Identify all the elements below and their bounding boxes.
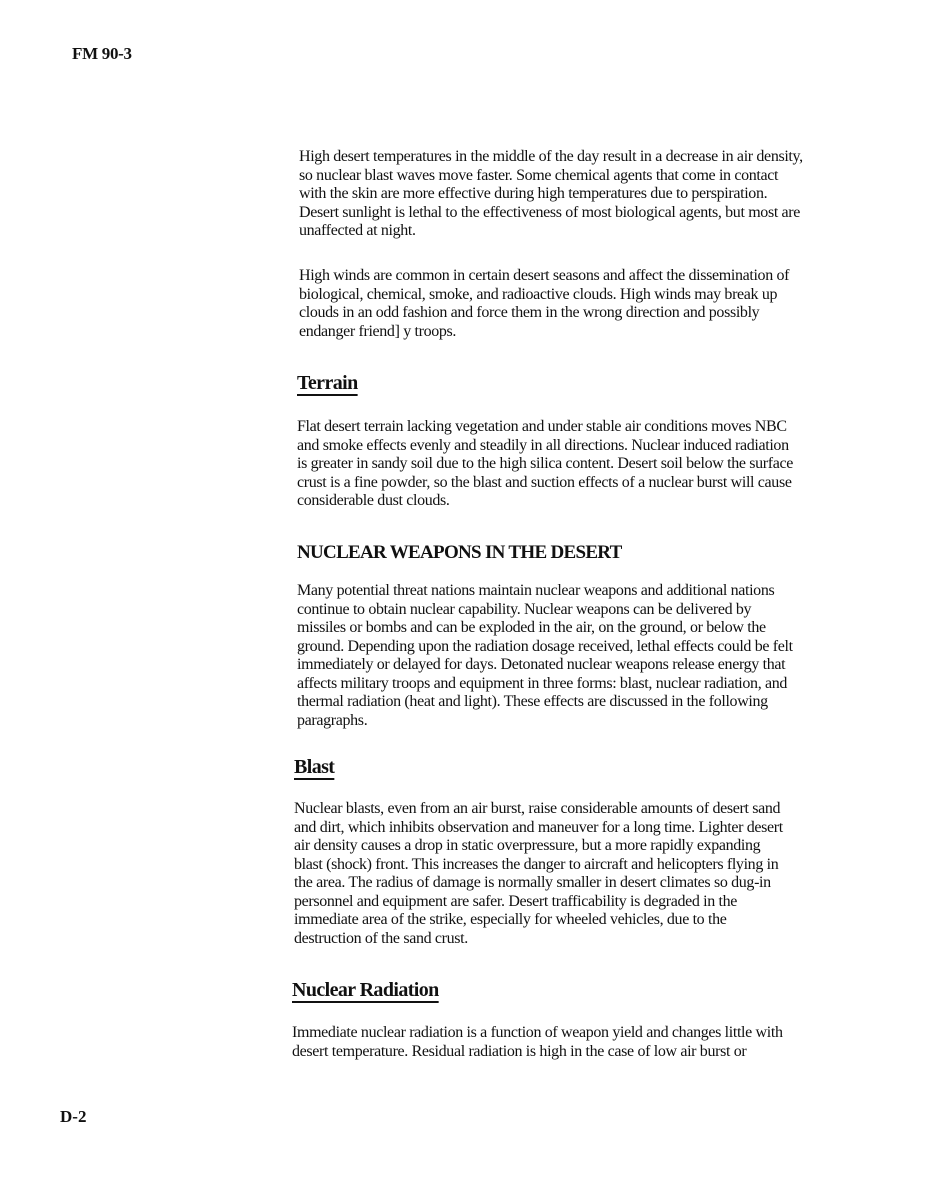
document-id: FM 90-3	[72, 44, 132, 63]
paragraph-nuclear-radiation: Immediate nuclear radiation is a function of weapon yield and changes little with desert temperature. Residual radiation is high in the case of low air burst or	[292, 1024, 783, 1060]
heading-nuclear-weapons: NUCLEAR WEAPONS IN THE DESERT	[297, 542, 622, 563]
heading-blast: Blast	[294, 756, 335, 778]
paragraph-nuclear-weapons: Many potential threat nations maintain nuclear weapons and additional nations continue to obtain nuclear capability. Nuclear weapons can be delivered by missiles or bombs and can be exploded in the air, on the ground, or below the ground. Depending upon the radiation dosage received, lethal effects could be felt immediately or delayed for days. Detonated nuclear weapons release energy that affects military troops and equipment in three forms: blast, nuclear radiation, and thermal radiation (heat and light). These effects are discussed in the following paragraphs.	[297, 582, 793, 729]
paragraph-terrain: Flat desert terrain lacking vegetation and under stable air conditions moves NBC and smoke effects evenly and steadily in all directions. Nuclear induced radiation is greater in sandy soil due to the high silica content. Desert soil below the surface crust is a fine powder, so the blast and suction effects of a nuclear burst will cause considerable dust clouds.	[297, 418, 793, 509]
paragraph-high-winds: High winds are common in certain desert seasons and affect the dissemination of biological, chemical, smoke, and radioactive clouds. High winds may break up clouds in an odd fashion and force them in the wrong direction and possibly endanger friend] y troops.	[299, 267, 790, 340]
heading-nuclear-radiation: Nuclear Radiation	[292, 979, 439, 1001]
paragraph-high-temperatures: High desert temperatures in the middle of the day result in a decrease in air density, so nuclear blast waves move faster. Some chemical agents that come in contact with the skin are more effective during high temperatures due to perspiration. Desert sunlight is lethal to the effectiveness of most biological agents, but most are unaffected at night.	[299, 148, 803, 239]
heading-terrain: Terrain	[297, 372, 358, 394]
paragraph-blast: Nuclear blasts, even from an air burst, raise considerable amounts of desert sand and dirt, which inhibits observation and maneuver for a long time. Lighter desert air density causes a drop in static overpressure, but a more rapidly expanding blast (shock) front. This increases the danger to aircraft and helicopters flying in the area. The radius of damage is normally smaller in desert climates so dug-in personnel and equipment are safer. Desert trafficability is degraded in the immediate area of the strike, especially for wheeled vehicles, due to the destruction of the sand crust.	[294, 800, 783, 947]
page-number: D-2	[60, 1107, 87, 1126]
